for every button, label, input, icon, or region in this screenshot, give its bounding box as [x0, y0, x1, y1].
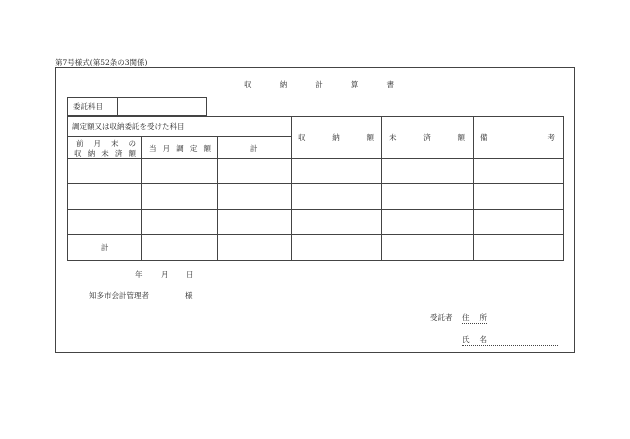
calculation-table: [67, 116, 564, 261]
title-char: 算: [350, 80, 359, 89]
address-label: 住 所: [462, 313, 487, 322]
col-prev-line2: 収 納 未 済 額: [74, 149, 136, 158]
addressee: 知多市会計管理者: [89, 291, 149, 300]
addressee-suffix: 様: [185, 291, 193, 300]
date-day: 日: [186, 270, 194, 279]
col-current: 当 月 調 定 額: [149, 144, 211, 153]
form-id: 第7号様式(第52条の3関係): [55, 58, 148, 67]
adjusted-header: 調定額又は収納委託を受けた科目: [72, 122, 185, 131]
col-subtotal: 計: [250, 144, 258, 153]
total-label: 計: [101, 243, 109, 252]
entrusted-subject-label: 委託科目: [73, 102, 103, 111]
col-remarks: 備 考: [480, 133, 555, 142]
title-char: 納: [279, 80, 288, 89]
title-char: 計: [315, 80, 323, 89]
date-year: 年: [135, 270, 143, 279]
consignee-label: 受託者: [430, 313, 453, 322]
title-char: 書: [386, 80, 394, 89]
document-title: [244, 79, 394, 90]
entrusted-subject-box: [67, 97, 207, 116]
title-char: 収: [244, 80, 252, 89]
date-month: 月: [161, 270, 169, 279]
col-unpaid: 未 済 額: [389, 133, 465, 142]
col-prev-line1: 前 月 末 の: [76, 139, 136, 148]
name-field: 氏 名: [462, 336, 558, 346]
col-received: 収 納 額: [298, 133, 374, 142]
